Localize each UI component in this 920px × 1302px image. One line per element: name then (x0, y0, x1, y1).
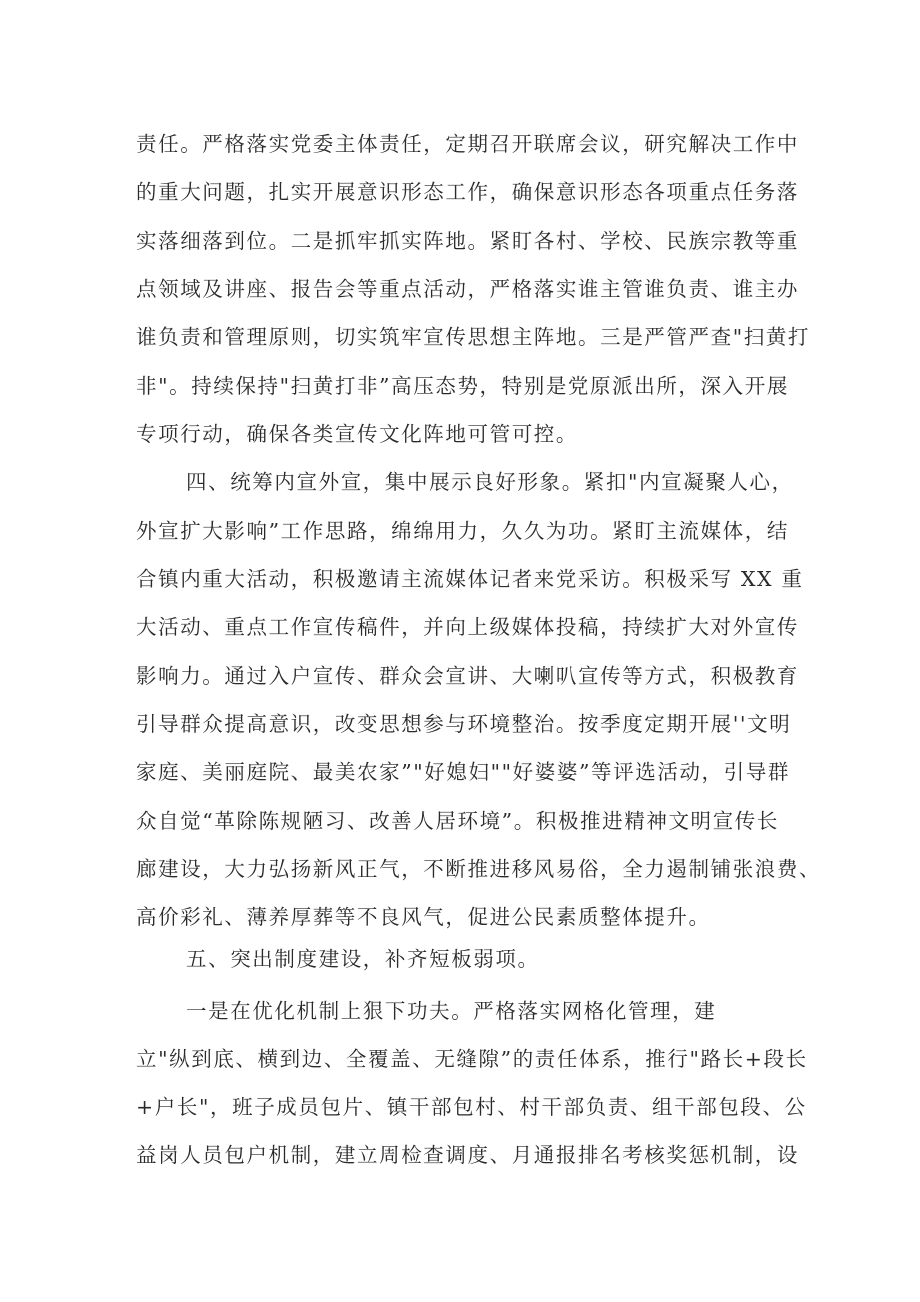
text-line: +户长"，班子成员包片、镇干部包村、村干部负责、组干部包段、公 (136, 1095, 807, 1119)
text-line: 立"纵到底、横到边、全覆盖、无缝隙”的责任体系，推行"路长+段长 (136, 1047, 808, 1071)
text-line: 专项行动，确保各类宣传文化阵地可管可控。 (136, 422, 578, 446)
text-line: 非"。持续保持"扫黄打非”高压态势，特别是党原派出所，深入开展 (136, 374, 789, 398)
text-line: 益岗人员包户机制，建立周检查调度、月通报排名考核奖惩机制，设 (136, 1143, 799, 1167)
text-line: 外宣扩大影响”工作思路，绵绵用力，久久为功。紧盯主流媒体，结 (136, 519, 789, 543)
text-line: 家庭、美丽庭院、最美农家”"好媳妇""好婆婆”等评选活动，引导群 (136, 760, 790, 784)
text-line: 谁负责和管理原则，切实筑牢宣传思想主阵地。三是严管严查"扫黄打 (136, 325, 811, 349)
text-line: 一是在优化机制上狠下功夫。严格落实网格化管理，建 (186, 999, 717, 1023)
text-line: 的重大问题，扎实开展意识形态工作，确保意识形态各项重点任务落 (136, 180, 799, 204)
text-line: 大活动、重点工作宣传稿件，并向上级媒体投稿，持续扩大对外宣传 (136, 615, 799, 639)
section-heading: 四、统筹内宣外宣，集中展示良好形象。紧扣"内宣凝聚人心， (186, 470, 794, 494)
text-line: 影响力。通过入户宣传、群众会宣讲、大喇叭宣传等方式，积极教育 (136, 664, 799, 688)
section-heading: 五、突出制度建设，补齐短板弱项。 (186, 947, 540, 971)
text-line: 引导群众提高意识，改变思想参与环境整治。按季度定期开展''文明 (136, 712, 792, 736)
text-line: 实落细落到位。二是抓牢抓实阵地。紧盯各村、学校、民族宗教等重 (136, 229, 799, 253)
text-line: 廊建设，大力弘扬新风正气，不断推进移风易俗，全力遏制铺张浪费、 (136, 857, 822, 881)
text-line: 责任。严格落实党委主体责任，定期召开联席会议，研究解决工作中 (136, 132, 799, 156)
text-line: 高价彩礼、薄养厚葬等不良风气，促进公民素质整体提升。 (136, 905, 711, 929)
text-line: 众自觉“革除陈规陋习、改善人居环境”。积极推进精神文明宣传长 (136, 809, 779, 833)
text-line: 合镇内重大活动，积极邀请主流媒体记者来党采访。积极采写 XX 重 (136, 567, 804, 591)
text-line: 点领域及讲座、报告会等重点活动，严格落实谁主管谁负责、谁主办 (136, 277, 799, 301)
